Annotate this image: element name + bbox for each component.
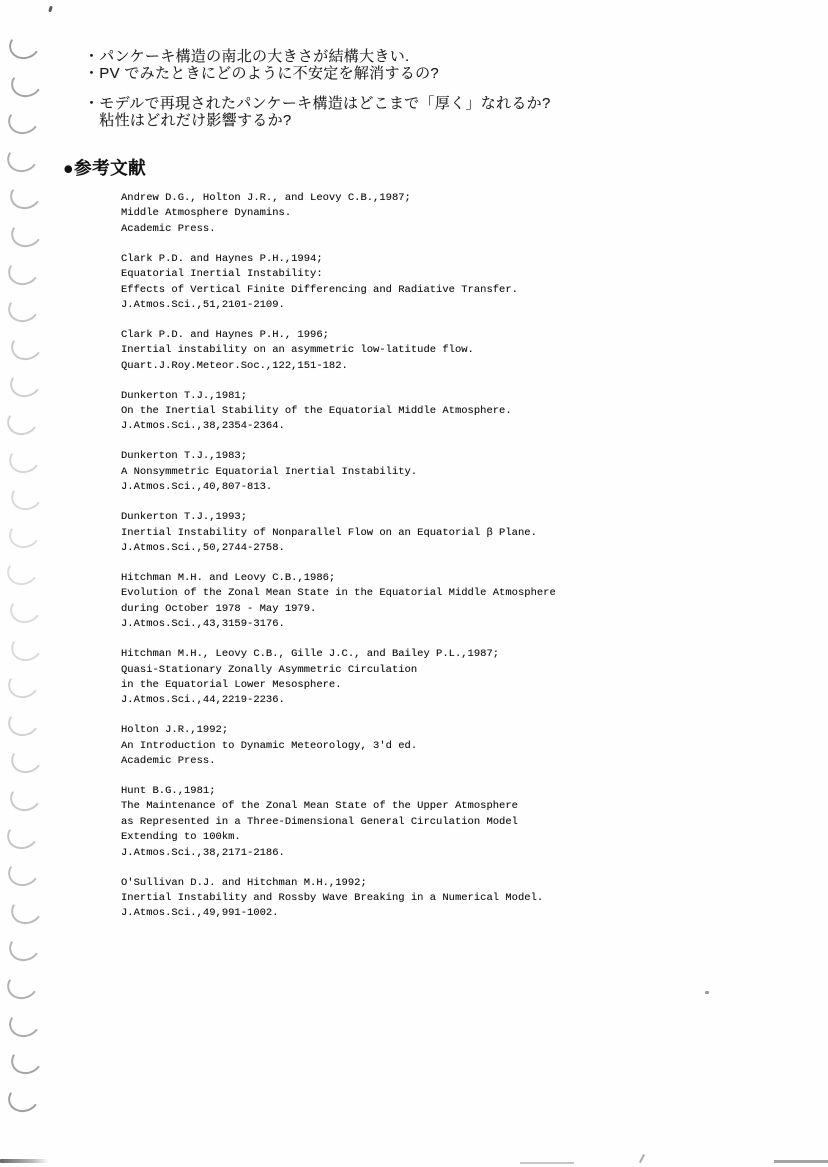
- binding-ring-mark: [4, 141, 41, 175]
- reference-line: J.Atmos.Sci.,44,2219-2236.: [121, 694, 285, 707]
- reference-line: Clark P.D. and Haynes P.H.,1994;: [121, 252, 323, 265]
- binding-ring-mark: [4, 818, 41, 852]
- reference-line: Quasi-Stationary Zonally Asymmetric Circulation: [121, 663, 418, 676]
- binding-ring-mark: [6, 517, 43, 551]
- reference-line: Hunt B.G.,1981;: [121, 785, 216, 798]
- reference-entry: [121, 252, 556, 314]
- binding-ring-mark: [4, 405, 41, 439]
- scan-edge-mark-left: [0, 1159, 49, 1163]
- binding-ring-mark: [4, 969, 41, 1003]
- binding-ring-mark: [7, 593, 44, 627]
- reference-line: The Maintenance of the Zonal Mean State of the Upper Atmosphere: [121, 800, 518, 813]
- reference-line: Hitchman M.H. and Leovy C.B.,1986;: [121, 571, 336, 584]
- reference-line: Inertial Instability and Rossby Wave Breaking in a Numerical Model.: [121, 892, 544, 904]
- reference-line: Holton J.R.,1992;: [121, 724, 229, 737]
- reference-line: J.Atmos.Sci.,49,991-1002.: [121, 907, 279, 920]
- binding-ring-mark: [6, 931, 43, 965]
- reference-line: On the Inertial Stability of the Equatorial Middle Atmosphere.: [121, 405, 512, 418]
- binding-ring-mark: [7, 367, 44, 401]
- reference-line: during October 1978 - May 1979.: [121, 602, 317, 615]
- note-line: [84, 82, 551, 95]
- reference-line: J.Atmos.Sci.,38,2354-2364.: [121, 420, 285, 433]
- reference-line: O'Sullivan D.J. and Hitchman M.H.,1992;: [121, 876, 367, 889]
- reference-line: in the Equatorial Lower Mesosphere.: [121, 678, 342, 691]
- binding-ring-mark: [7, 781, 44, 815]
- reference-line: A Nonsymmetric Equatorial Inertial Instability.: [121, 465, 418, 478]
- binding-ring-mark: [8, 893, 45, 927]
- binding-ring-mark: [8, 66, 45, 100]
- references-heading: ●参考文献: [63, 158, 147, 178]
- binding-ring-mark: [8, 217, 45, 251]
- reference-line: Inertial Instability of Nonparallel Flow on an Equatorial β Plane.: [121, 526, 537, 539]
- binding-ring-mark: [6, 104, 43, 138]
- reference-entry: [121, 647, 556, 709]
- reference-line: An Introduction to Dynamic Meteorology, 3'd ed.: [121, 739, 418, 752]
- reference-line: Dunkerton T.J.,1981;: [121, 389, 248, 402]
- reference-line: J.Atmos.Sci.,43,3159-3176.: [121, 618, 285, 631]
- reference-line: J.Atmos.Sci.,38,2171-2186.: [121, 846, 285, 859]
- reference-line: Academic Press.: [121, 755, 216, 768]
- binding-ring-mark: [5, 668, 42, 702]
- reference-line: Academic Press.: [121, 222, 216, 235]
- reference-line: J.Atmos.Sci.,40,807-813.: [121, 481, 273, 494]
- binding-ring-mark: [5, 1081, 42, 1115]
- reference-line: J.Atmos.Sci.,51,2101-2109.: [121, 298, 285, 311]
- reference-entry: [121, 876, 556, 922]
- binding-ring-mark: [8, 630, 45, 664]
- reference-line: Quart.J.Roy.Meteor.Soc.,122,151-182.: [121, 359, 348, 372]
- reference-line: Equatorial Inertial Instability:: [121, 268, 323, 281]
- reference-line: Middle Atmosphere Dynamins.: [121, 207, 292, 220]
- binding-ring-mark: [8, 329, 45, 363]
- note-line: ・モデルで再現されたパンケーキ構造はどこまで「厚く」なれるか?: [84, 95, 551, 112]
- scan-edge-mark-middle: [520, 1162, 574, 1164]
- binding-ring-mark: [8, 480, 45, 514]
- note-line: ・パンケーキ構造の南北の大きさが結構大きい.: [84, 48, 410, 65]
- reference-line: Dunkerton T.J.,1993;: [121, 511, 248, 524]
- note-line: ・PV でみたときにどのように不安定を解消するの?: [84, 65, 440, 82]
- binding-ring-mark: [5, 254, 42, 288]
- note-line: 粘性はどれだけ影響するか?: [84, 112, 292, 129]
- binding-ring-mark: [5, 705, 42, 739]
- reference-line: Hitchman M.H., Leovy C.B., Gille J.C., and Bailey P.L.,1987;: [121, 648, 500, 661]
- reference-entry: [121, 784, 556, 861]
- reference-entry: [121, 191, 556, 237]
- reference-line: Andrew D.G., Holton J.R., and Leovy C.B.,1987;: [121, 192, 411, 204]
- binding-ring-mark: [7, 1006, 44, 1040]
- reference-entry: [121, 723, 556, 769]
- reference-line: as Represented in a Three-Dimensional General Circulation Model: [121, 815, 518, 828]
- reference-list: [121, 191, 556, 936]
- binding-ring-mark: [8, 1044, 45, 1078]
- reference-entry: [121, 389, 556, 435]
- reference-line: Effects of Vertical Finite Differencing and Radiative Transfer.: [121, 283, 518, 296]
- reference-line: Evolution of the Zonal Mean State in the Equatorial Middle Atmosphere: [121, 587, 556, 600]
- reference-line: Inertial instability on an asymmetric low-latitude flow.: [121, 344, 474, 357]
- binding-ring-mark: [7, 179, 44, 213]
- scan-speck-mid: [705, 991, 709, 994]
- reference-line: J.Atmos.Sci.,50,2744-2758.: [121, 542, 285, 554]
- binding-ring-mark: [6, 29, 43, 63]
- scan-edge-tick: [639, 1154, 645, 1163]
- reference-entry: [121, 449, 556, 495]
- binding-ring-mark: [6, 856, 43, 890]
- reference-line: Clark P.D. and Haynes P.H., 1996;: [121, 328, 329, 341]
- binding-ring-mark: [4, 555, 41, 589]
- reference-entry: [121, 328, 556, 374]
- binding-ring-mark: [8, 743, 45, 777]
- reference-entry: [121, 510, 556, 556]
- discussion-notes: [84, 48, 551, 129]
- spiral-binding-marks: [0, 0, 60, 1167]
- reference-entry: [121, 571, 556, 633]
- scan-edge-mark-right: [774, 1160, 828, 1163]
- binding-ring-mark: [6, 442, 43, 476]
- reference-line: Dunkerton T.J.,1983;: [121, 450, 248, 463]
- reference-line: Extending to 100km.: [121, 831, 241, 844]
- binding-ring-mark: [5, 292, 42, 326]
